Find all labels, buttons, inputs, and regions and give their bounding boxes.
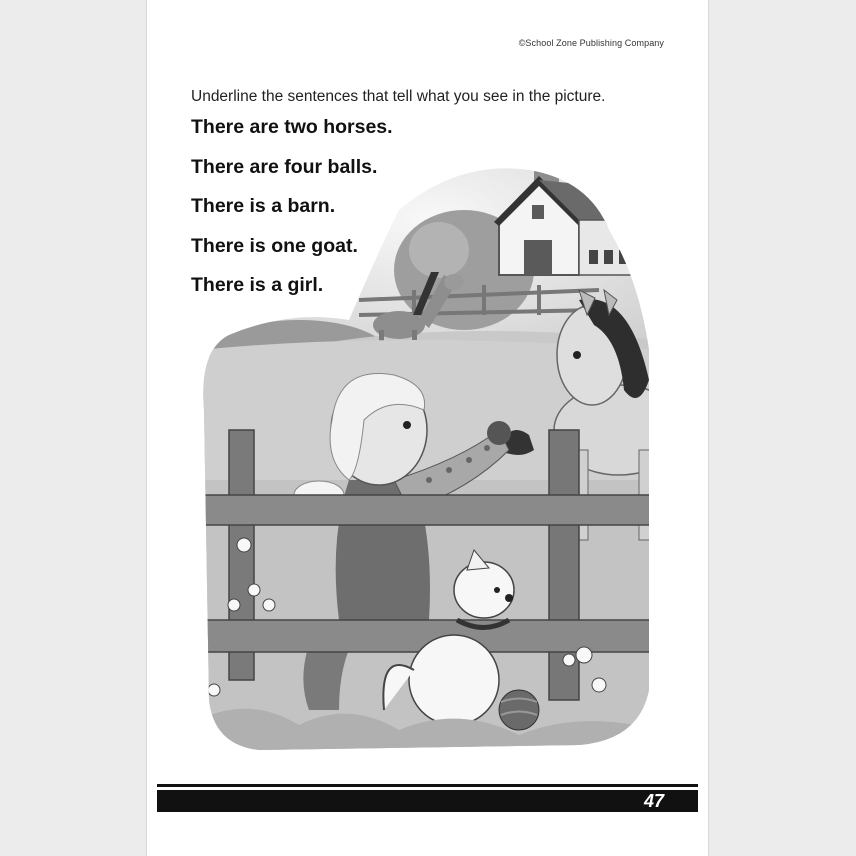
ball-shape (499, 690, 539, 730)
workbook-page (147, 0, 708, 856)
footer-bar (157, 790, 698, 812)
sentence-item[interactable]: There are four balls. (191, 155, 378, 178)
sentence-item[interactable]: There are two horses. (191, 116, 393, 138)
sentence-item[interactable]: There is a girl. (191, 274, 324, 296)
sentence-item[interactable]: There is a barn. (191, 195, 336, 217)
instruction-text: Underline the sentences that tell what you see in the picture. (191, 88, 606, 105)
copyright-notice: ©School Zone Publishing Company (518, 38, 664, 48)
footer-rule (157, 784, 698, 787)
page-number: 47 (643, 791, 664, 811)
farm-illustration (199, 150, 659, 755)
apple-shape (487, 421, 511, 445)
sentence-item[interactable]: There is one goat. (191, 234, 358, 257)
